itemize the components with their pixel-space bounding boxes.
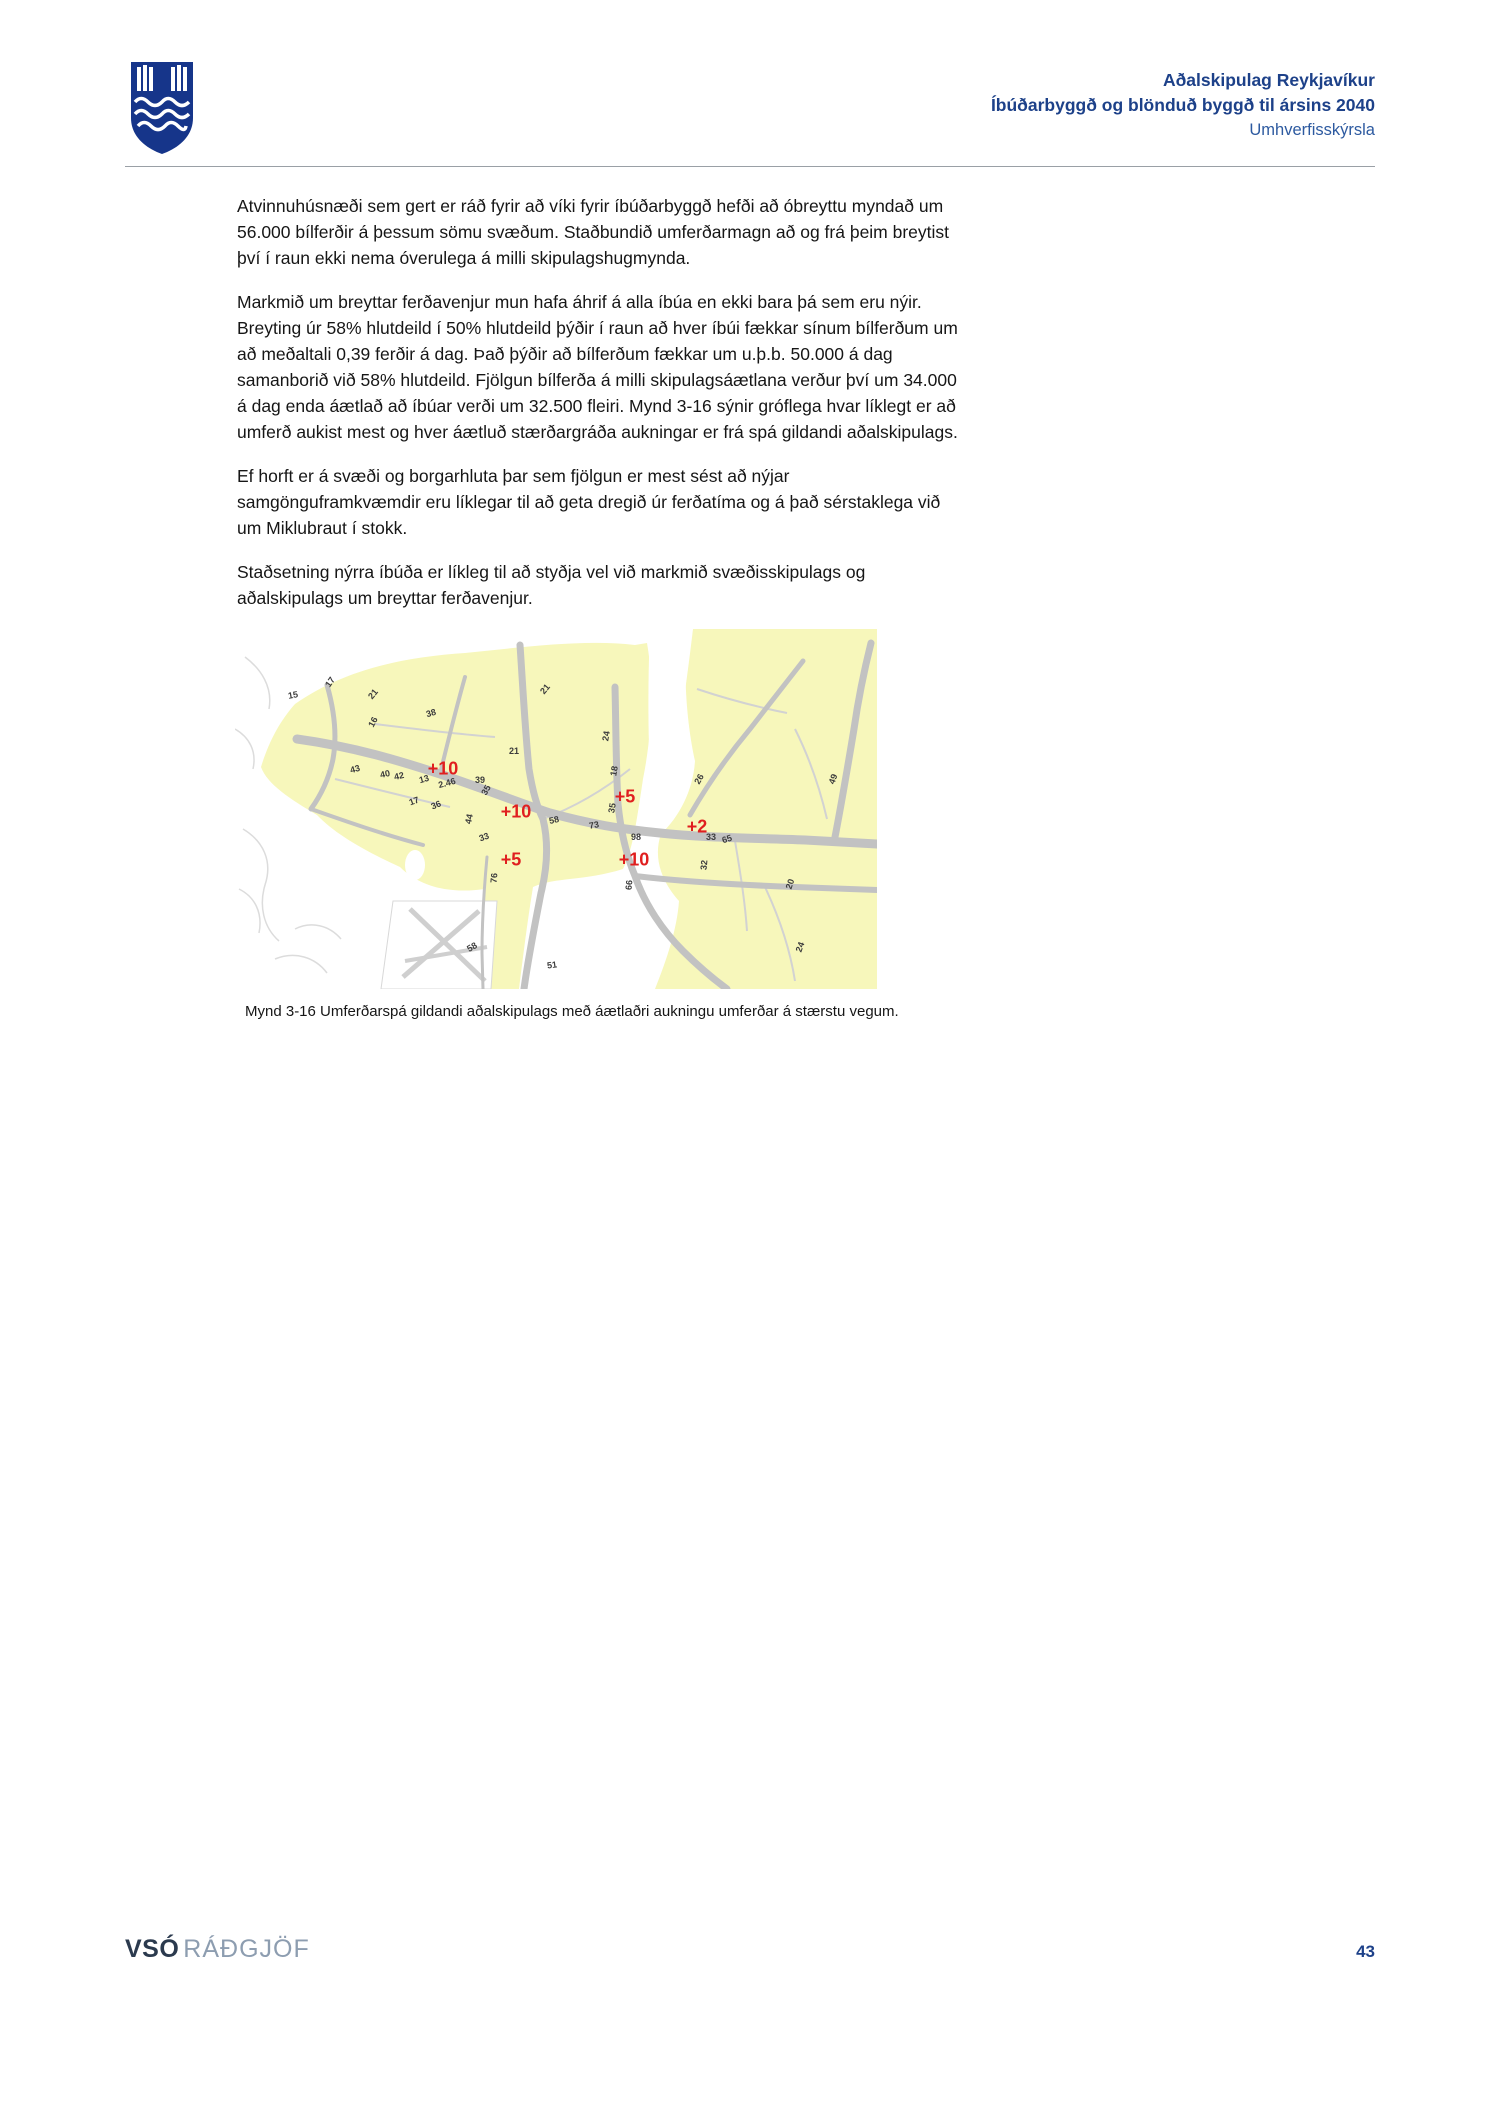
- paragraph-1: Atvinnuhúsnæði sem gert er ráð fyrir að víki fyrir íbúðarbyggð hefði að óbreyttu myndað um 56.000 bílferðir á þessum sömu svæðum. Staðbundið umferðarmagn að og frá þeim breytist því í raun ekki nema óverulega á milli skipulagshugmynda.: [237, 196, 950, 268]
- road-traffic-number: 58: [465, 940, 479, 954]
- road-traffic-number: 32: [698, 859, 710, 871]
- traffic-increase-label: +10: [618, 849, 650, 870]
- road-traffic-number: 35: [606, 802, 618, 814]
- road-traffic-number: 26: [692, 772, 706, 786]
- traffic-increase-label: +5: [500, 849, 522, 870]
- reykjavik-coat-of-arms-logo: [128, 60, 196, 156]
- brand-name-light: RÁÐGJÖF: [183, 1935, 310, 1963]
- paragraph-2: Markmið um breyttar ferðavenjur mun hafa áhrif á alla íbúa en ekki bara þá sem eru nýir. Breyting úr 58% hlutdeild í 50% hlutdeild þýðir í raun að hver íbúi fækkar sínum bílferðum um að meðaltali 0,39 ferðir á dag. Það þýðir að bílferðum fækkar um u.þ.b. 50.000 á dag samanborið við 58% hlutdeild. Fjölgun bílferða á milli skipulagsáætlana verður því um 34.000 á dag enda áætlað að íbúar verði um 32.500 fleiri. Mynd 3-16 sýnir gróflega hvar líklegt er að umferð aukist mest og hver áætluð stærðargráða aukningar er frá spá gildandi aðalskipulags.: [237, 292, 958, 442]
- road-traffic-number: 21: [508, 746, 520, 756]
- road-traffic-number: 51: [546, 959, 558, 971]
- header-title-line2: Íbúðarbyggð og blönduð byggð til ársins 2040: [990, 95, 1375, 115]
- traffic-increase-label: +2: [686, 816, 708, 837]
- company-brand: [125, 1935, 310, 1964]
- road-traffic-number: 18: [608, 765, 620, 777]
- header-title-block: [991, 60, 1375, 143]
- road-traffic-number: 33: [705, 832, 717, 842]
- road-traffic-number: 21: [537, 681, 553, 697]
- road-traffic-number: 24: [600, 730, 612, 742]
- header-divider: [125, 166, 1375, 167]
- road-traffic-number: 58: [548, 814, 560, 826]
- traffic-forecast-figure: [235, 629, 969, 1020]
- road-traffic-number: 98: [630, 832, 642, 842]
- road-traffic-number: 66: [623, 879, 635, 891]
- road-traffic-number: 43: [348, 762, 362, 776]
- road-traffic-number: 38: [424, 706, 438, 720]
- paragraph-3: Ef horft er á svæði og borgarhluta þar sem fjölgun er mest sést að nýjar samgönguframkvæmdir eru líklegar til að geta dregið úr ferðatíma og á það sérstaklega við um Miklubraut í stokk.: [237, 466, 941, 538]
- brand-name-bold: VSÓ: [125, 1935, 180, 1963]
- road-traffic-number: 33: [477, 830, 491, 844]
- road-traffic-number: 39: [474, 775, 486, 785]
- traffic-increase-label: +10: [427, 758, 459, 779]
- page-number: 43: [1356, 1942, 1375, 1961]
- road-traffic-number: 40: [379, 768, 391, 780]
- road-traffic-number: 49: [826, 772, 840, 786]
- header-title-line3: Umhverfisskýrsla: [1249, 121, 1375, 139]
- header-title-line1: Aðalskipulag Reykjavíkur: [1162, 70, 1375, 90]
- traffic-forecast-map: [235, 629, 877, 989]
- road-traffic-number: 16: [366, 715, 380, 729]
- road-traffic-number: 44: [463, 813, 475, 825]
- road-traffic-number: 24: [793, 940, 807, 954]
- page-header: [128, 60, 1375, 156]
- traffic-increase-label: +10: [500, 801, 532, 822]
- road-traffic-number: 17: [323, 675, 337, 689]
- road-traffic-number: 21: [365, 686, 381, 702]
- road-traffic-number: 13: [417, 772, 431, 786]
- road-traffic-number: 15: [287, 689, 299, 701]
- road-traffic-number: 73: [588, 819, 600, 831]
- figure-caption: Mynd 3-16 Umferðarspá gildandi aðalskipulags með áætlaðri aukningu umferðar á stærstu vegum.: [245, 1003, 899, 1020]
- road-traffic-number: 20: [783, 877, 797, 891]
- traffic-increase-label: +5: [614, 786, 636, 807]
- road-traffic-number: 76: [488, 872, 500, 884]
- road-traffic-number: 17: [407, 794, 421, 808]
- page-footer: [125, 1935, 1375, 1964]
- document-body: [237, 193, 969, 1020]
- road-traffic-number: 65: [720, 832, 734, 846]
- paragraph-4: Staðsetning nýrra íbúða er líkleg til að styðja vel við markmið svæðisskipulags og aðalskipulags um breyttar ferðavenjur.: [237, 562, 866, 608]
- shield-icon: [128, 60, 196, 156]
- road-traffic-number: 36: [429, 798, 443, 812]
- road-traffic-number: 42: [393, 770, 405, 782]
- road-traffic-number: 35: [479, 783, 493, 797]
- road-traffic-number: 2.46: [437, 775, 457, 791]
- map-annotations: [235, 629, 877, 989]
